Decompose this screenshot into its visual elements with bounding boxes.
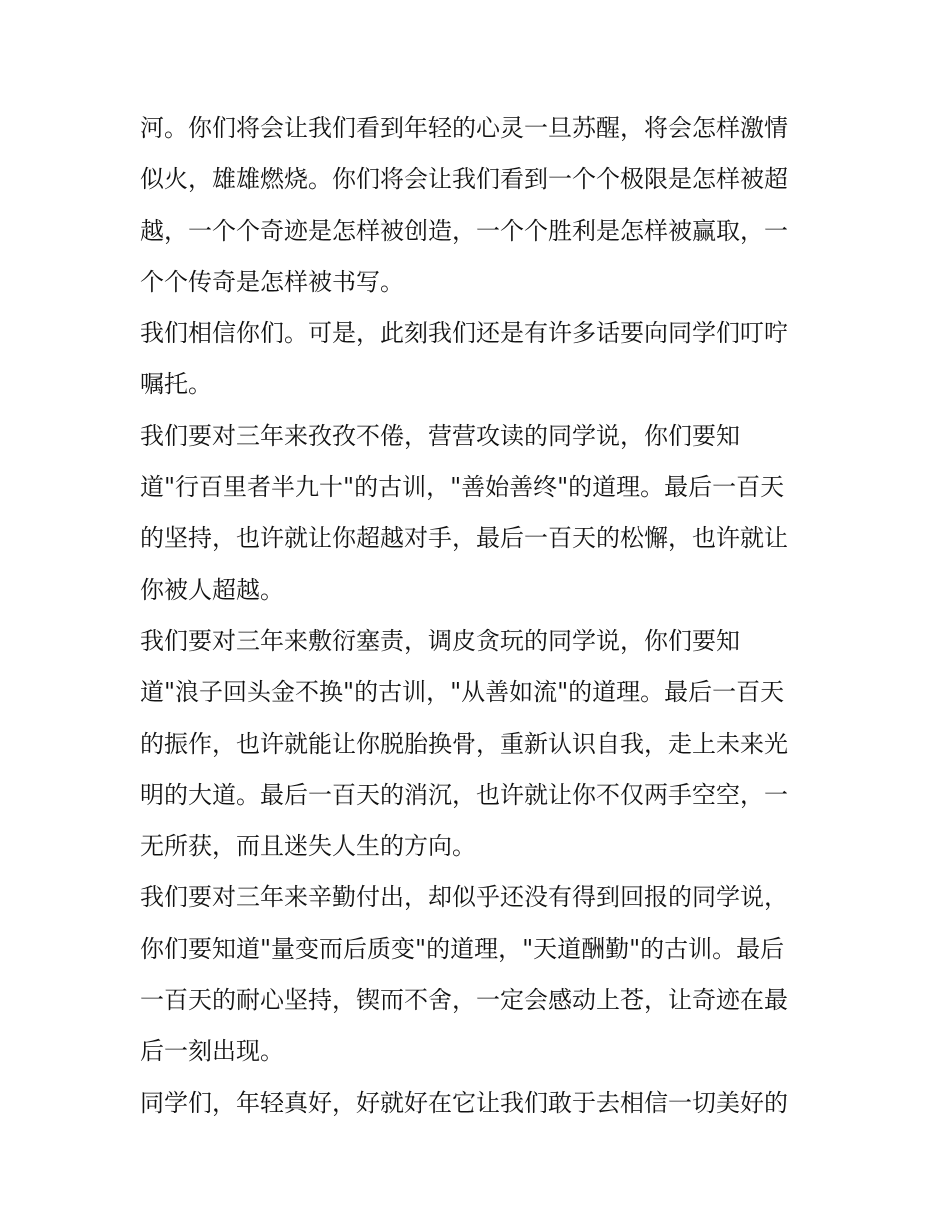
text-line: 道"浪子回头金不换"的古训，"从善如流"的道理。最后一百天 xyxy=(140,678,785,707)
text-line: 河。你们将会让我们看到年轻的心灵一旦苏醒，将会怎样激情 xyxy=(140,114,788,142)
text-line: 个个传奇是怎样被书写。 xyxy=(140,267,404,296)
text-line: 我们要对三年来孜孜不倦，营营攻读的同学说，你们要知 xyxy=(140,421,740,450)
text-line: 我们要对三年来敷衍塞责，调皮贪玩的同学说，你们要知 xyxy=(140,626,740,655)
document-body xyxy=(140,103,820,1129)
text-line: 越，一个个奇迹是怎样被创造，一个个胜利是怎样被赢取，一 xyxy=(140,216,788,245)
text-line: 后一刻出现。 xyxy=(140,1037,284,1066)
text-line: 似火，雄雄燃烧。你们将会让我们看到一个个极限是怎样被超 xyxy=(140,165,788,194)
text-line: 你被人超越。 xyxy=(140,575,284,604)
text-line: 同学们，年轻真好，好就好在它让我们敢于去相信一切美好的 xyxy=(140,1088,788,1117)
text-line: 道"行百里者半九十"的古训，"善始善终"的道理。最后一百天 xyxy=(140,473,785,502)
text-line: 的坚持，也许就让你超越对手，最后一百天的松懈，也许就让 xyxy=(140,524,788,553)
text-line: 嘱托。 xyxy=(140,370,212,399)
text-line: 我们相信你们。可是，此刻我们还是有许多话要向同学们叮咛 xyxy=(140,319,788,348)
text-line: 你们要知道"量变而后质变"的道理，"天道酬勤"的古训。最后 xyxy=(140,934,785,963)
text-line: 无所获，而且迷失人生的方向。 xyxy=(140,832,476,861)
text-line: 的振作，也许就能让你脱胎换骨，重新认识自我，走上未来光 xyxy=(140,729,788,758)
text-line: 我们要对三年来辛勤付出，却似乎还没有得到回报的同学说， xyxy=(140,883,788,912)
text-line: 明的大道。最后一百天的消沉，也许就让你不仅两手空空，一 xyxy=(140,780,788,809)
text-line: 一百天的耐心坚持，锲而不舍，一定会感动上苍，让奇迹在最 xyxy=(140,986,788,1015)
